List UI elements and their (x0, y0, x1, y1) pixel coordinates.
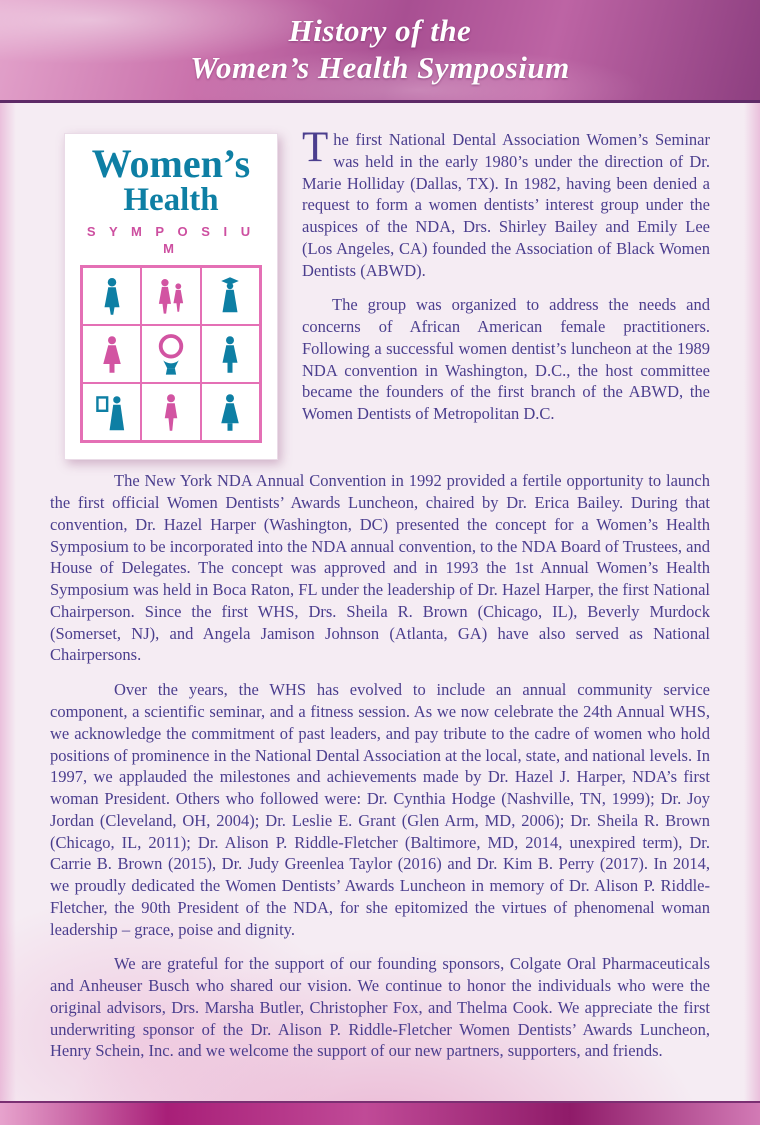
page-title-line2: Women’s Health Symposium (190, 50, 570, 85)
whs-logo (64, 133, 278, 460)
paragraph-5: We are grateful for the support of our founding sponsors, Colgate Oral Pharmaceuticals and Anheuser Busch who shared our vision. We continue to honor the individuals who were the original advisors, Drs. Marsha Butler, Christopher Fox, and Thelma Cook. We appreciate the first underwriting sponsor of the Dr. Alison P. Riddle-Fletcher Women Dentists’ Awards Luncheon, Henry Schein, Inc. and we welcome the support of our new partners, supporters, and friends. (50, 954, 710, 1061)
content (0, 103, 760, 1101)
female-figure-icon (201, 325, 260, 383)
paragraph-2: The group was organized to address the needs and concerns of African American female practitioners. Following a successful women dentist’s luncheon at the 1989 NDA convention in Washington, D.C., the host committee became the founders of the first branch of the ABWD, the Women Dentists of Metropolitan D.C. (302, 295, 710, 424)
graduate-figure-icon (201, 267, 260, 325)
logo-word-symposium: S Y M P O S I U M (86, 224, 256, 257)
logo-word-womens: Women’s (91, 141, 251, 186)
female-figure-icon (201, 383, 260, 441)
paragraph-1: The first National Dental Association Women’s Seminar was held in the early 1980’s under the direction of Dr. Marie Holliday (Dallas, TX). In 1982, having been denied a request to form a women dentists’ interest group under the auspices of the NDA, Drs. Shirley Bailey and Emily Lee (Los Angeles, CA) founded the Association of Black Women Dentists (ABWD). (302, 124, 710, 280)
logo-word-health: Health (123, 182, 219, 218)
paragraph-4: Over the years, the WHS has evolved to include an annual community service component, a scientific seminar, and a fitness session. As we now celebrate the 24th Annual WHS, we acknowledge the commitment of past leaders, and pay tribute to the cadre of women who hold positions of prominence in the National Dental Association at the local, state, and national levels. In 1997, we applauded the milestones and achievements made by Dr. Hazel J. Harper, NDA’s first woman President. Others who followed were: Dr. Cynthia Hodge (Nashville, TN, 1999); Dr. Joy Jordan (Cleveland, OH, 2004); Dr. Leslie E. Grant (Glen Arm, MD, 2006); Dr. Sheila R. Brown (Chicago, IL, 2011); Dr. Alison P. Riddle-Fletcher (Baltimore, MD, 2014, unexpired term), Dr. Carrie B. Brown (2015), Dr. Judy Greenlea Taylor (2016) and Dr. Kim B. Perry (2017). In 2014, we proudly dedicated the Women Dentists’ Awards Luncheon in memory of Dr. Alison P. Riddle-Fletcher, the 90th President of the NDA, for she epitomized the virtues of phenomenal woman leadership – grace, poise and dignity. (50, 680, 710, 939)
female-figure-icon (82, 325, 141, 383)
female-figure-icon (141, 383, 200, 441)
female-figures-icon (141, 267, 200, 325)
page-title-line1: History of the (288, 13, 472, 49)
female-figure-icon (82, 267, 141, 325)
logo-figure-grid (80, 265, 262, 443)
bottom-gradient-bar (0, 1101, 760, 1125)
wreath-ribbon-icon (141, 325, 200, 383)
page-header (0, 0, 760, 103)
page-title (190, 13, 569, 86)
paragraph-3: The New York NDA Annual Convention in 1992 provided a fertile opportunity to launch the first official Women Dentists’ Awards Luncheon, chaired by Dr. Erica Bailey. During that convention, Dr. Hazel Harper (Washington, DC) presented the concept for a Women’s Health Symposium to be incorporated into the NDA annual convention, to the NDA Board of Trustees, and House of Delegates. The concept was approved and in 1993 the 1st Annual Women’s Health Symposium was held in Boca Raton, FL under the leadership of Dr. Hazel Harper, the first National Chairperson. Since the first WHS, Drs. Sheila R. Brown (Chicago, IL), Beverly Murdock (Somerset, NJ), and Angela Jamison Johnson (Atlanta, GA) have also served as National Chairpersons. (50, 471, 710, 665)
presenter-figure-icon (82, 383, 141, 441)
